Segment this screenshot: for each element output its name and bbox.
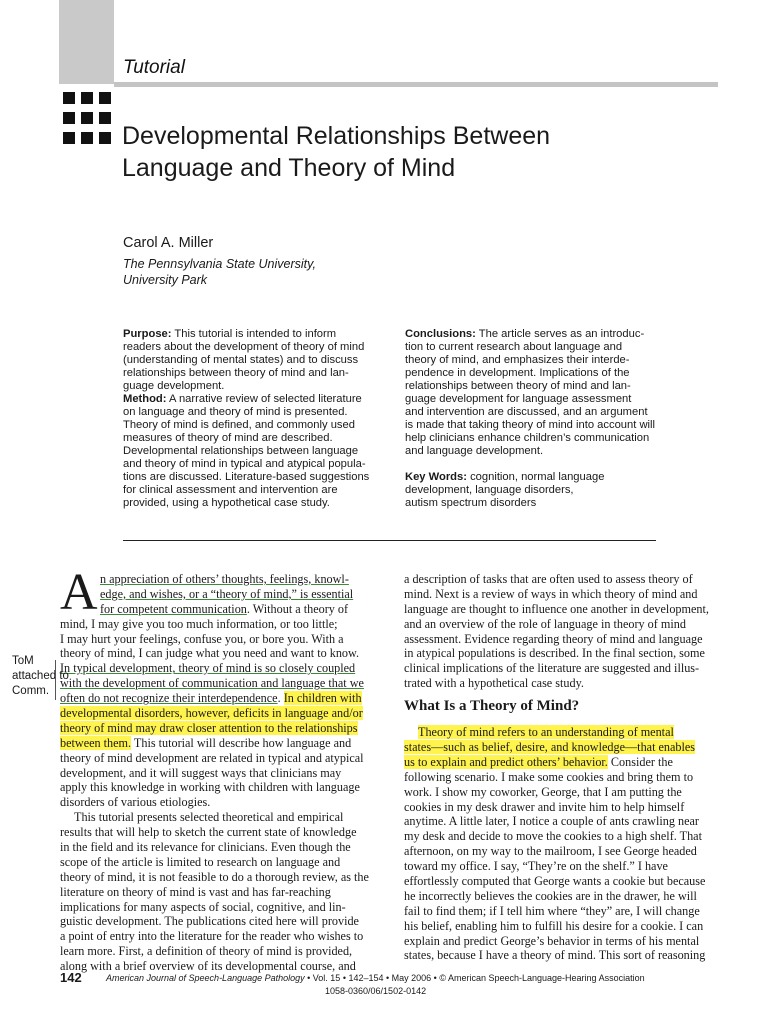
abstract-line: This tutorial is intended to inform: [174, 328, 337, 340]
abstract-line: relationships between theory of mind and lan-: [123, 367, 349, 379]
body-line: along with a brief overview of its developmental course, and: [60, 959, 356, 974]
header-rule: [114, 82, 718, 87]
abstract-line: tion to current research about language and: [405, 341, 623, 353]
body-line: fail to find them; if I tell him where “they” are, I will change: [404, 903, 700, 918]
grid-square: [81, 132, 93, 144]
body-line: a description of tasks that are often used to assess theory of: [404, 572, 693, 586]
grid-square: [81, 112, 93, 124]
abstract-line: for clinical assessment and intervention are: [123, 484, 338, 496]
journal-citation: [106, 973, 645, 983]
method-label: Method:: [123, 393, 167, 405]
title-line: Language and Theory of Mind: [122, 154, 456, 182]
body-line: clinical implications of the literature are suggested and illus-: [404, 661, 700, 676]
annotated-underline: In typical development, theory of mind is so closely coupled: [60, 661, 356, 676]
body-right-column: [404, 572, 720, 963]
body-line: following scenario. I make some cookies and bring them to: [404, 769, 694, 784]
abstract-left-column: [123, 328, 391, 510]
body-line: learn more. First, a definition of theory of mind is provided,: [60, 944, 353, 959]
drop-cap: A: [60, 564, 98, 621]
journal-name: American Journal of Speech-Language Pathology: [106, 973, 305, 983]
abstract-line: Developmental relationships between language: [123, 445, 359, 457]
keywords-label: Key Words:: [405, 471, 467, 483]
keywords-line: cognition, normal language: [470, 471, 605, 483]
body-line: in the field and its relevance for clinicians. Even though the: [60, 840, 351, 855]
body-line: he incorrectly believes the cookies are in the drawer, he will: [404, 888, 697, 903]
body-line: theory of mind, it is not feasible to do a thorough review, as the: [60, 869, 369, 884]
highlighted-text: Theory of mind refers to an understanding of mental: [418, 725, 674, 740]
body-line: theory of mind development are related in typical and atypical: [60, 750, 364, 765]
abstract-line: Theory of mind is defined, and commonly used: [123, 419, 355, 431]
body-line: results that will help to sketch the current state of knowledge: [60, 825, 357, 840]
body-line: assessment. Evidence regarding theory of mind and language: [404, 631, 703, 646]
abstract-line: help clinicians enhance children’s communication: [405, 432, 650, 444]
body-line: my desk and decide to move the cookies to a high shelf. That: [404, 829, 702, 844]
body-line: states, because I have a theory of mind. This sort of reasoning: [404, 948, 706, 963]
annotation-line: attached to: [12, 670, 69, 682]
abstract-line: guage development for language assessment: [405, 393, 632, 405]
annotated-underline: n appreciation of others’ thoughts, feelings, knowl-: [100, 572, 349, 586]
annotation-line: Comm.: [12, 685, 50, 697]
author-name: Carol A. Miller: [123, 235, 214, 251]
abstract-divider: [123, 540, 656, 541]
body-line: theory of mind, I can judge what you need and want to know.: [60, 646, 360, 661]
highlighted-text: states—such as belief, desire, and knowledge—that enables: [404, 740, 696, 755]
body-line: work. I show my coworker, George, that I am putting the: [404, 784, 682, 799]
abstract-line: and intervention are discussed, and an argument: [405, 406, 648, 418]
body-line: guistic development. The publications cited here will provide: [60, 914, 359, 929]
body-line: explain and predict George’s behavior in terms of his mental: [404, 933, 700, 948]
abstract-line: relationships between theory of mind and lan-: [405, 380, 631, 392]
body-line: trated with a hypothetical case study.: [404, 676, 584, 691]
decorative-square-grid: [59, 90, 117, 144]
body-line: I may hurt your feelings, confuse you, or bore you. With a: [60, 631, 344, 646]
annotation-connector: [55, 660, 66, 700]
body-line: apply this knowledge in working with children with language: [60, 780, 360, 795]
abstract-line: measures of theory of mind are described.: [123, 432, 333, 444]
annotated-underline: for competent communication: [100, 601, 247, 616]
author-affiliation: [123, 256, 316, 288]
body-line: cookies in my desk drawer and invite him to help himself: [404, 799, 685, 814]
grid-square: [63, 92, 75, 104]
affiliation-line: The Pennsylvania State University,: [123, 257, 316, 271]
annotation-line: ToM: [12, 655, 34, 667]
body-line: This tutorial presents selected theoretical and empirical: [74, 810, 344, 825]
body-text: . Without a theory of: [246, 601, 349, 616]
highlighted-text: In children with: [283, 691, 362, 706]
page-number: 142: [60, 970, 82, 985]
body-line: and an overview of the role of language in theory of mind: [404, 616, 686, 631]
body-line: a point of entry into the literature for the reader who wishes to: [60, 929, 364, 944]
body-text: .: [277, 691, 284, 706]
body-text: Consider the: [607, 754, 673, 769]
body-line: scope of the article is limited to research on language and: [60, 854, 341, 869]
abstract-line: readers about the development of theory of mind: [123, 341, 365, 353]
abstract-line: on language and theory of mind is presented.: [123, 406, 348, 418]
abstract-line: The article serves as an introduc-: [478, 328, 645, 340]
body-line: afternoon, on my way to the mailroom, I see George headed: [404, 844, 697, 859]
abstract-line: theory of mind, and emphasizes their interde-: [405, 354, 630, 366]
body-line: language are thought to influence one another in development,: [404, 601, 709, 616]
annotated-underline: edge, and wishes, or a “theory of mind,” is essential: [100, 586, 354, 601]
highlighted-text: theory of mind may draw closer attention to the relationships: [60, 720, 358, 735]
body-line: development, and it will suggest ways that clinicians may: [60, 765, 342, 780]
section-label: Tutorial: [123, 57, 185, 78]
purpose-label: Purpose:: [123, 328, 172, 340]
abstract-line: and language development.: [405, 445, 544, 457]
body-line: mind, I may give you too much information, or too little;: [60, 616, 338, 631]
abstract-line: guage development.: [123, 380, 225, 392]
conclusions-label: Conclusions:: [405, 328, 476, 340]
abstract-line: is made that taking theory of mind into account will: [405, 419, 655, 431]
body-line: literature on theory of mind is vast and has far-reaching: [60, 884, 331, 899]
abstract-right-column: [405, 328, 673, 510]
affiliation-line: University Park: [123, 273, 208, 287]
keywords-line: autism spectrum disorders: [405, 497, 537, 509]
header-gray-block: [59, 0, 114, 84]
abstract-line: (understanding of mental states) and to discuss: [123, 354, 359, 366]
grid-square: [63, 132, 75, 144]
article-title: [122, 120, 722, 184]
title-line: Developmental Relationships Between: [122, 122, 551, 150]
grid-square: [99, 92, 111, 104]
body-line: implications for many aspects of social, cognitive, and lin-: [60, 899, 346, 914]
abstract-line: provided, using a hypothetical case study.: [123, 497, 330, 509]
highlighted-text: developmental disorders, however, deficits in language and/or: [60, 706, 363, 721]
annotated-underline: often do not recognize their interdependence: [60, 691, 278, 706]
doi-text: 1058-0360/06/1502-0142: [325, 986, 427, 996]
body-line: toward my office. I say, “They’re on the shelf.” I have: [404, 859, 668, 874]
body-line: mind. Next is a review of ways in which theory of mind and: [404, 586, 698, 601]
body-line: anytime. A little later, I notice a couple of ants crawling near: [404, 814, 699, 829]
journal-info: • Vol. 15 • 142–154 • May 2006 • © American Speech-Language-Hearing Association: [304, 973, 645, 983]
highlighted-text: us to explain and predict others’ behavior.: [404, 754, 608, 769]
grid-square: [99, 132, 111, 144]
grid-square: [63, 112, 75, 124]
annotated-underline: with the development of communication and language that we: [60, 676, 364, 691]
abstract-line: pendence in development. Implications of the: [405, 367, 630, 379]
body-line: disorders of various etiologies.: [60, 795, 211, 810]
abstract-line: and theory of mind in typical and atypical popula-: [123, 458, 366, 470]
body-line: his belief, enabling him to fulfill his desire for a cookie. I can: [404, 918, 704, 933]
abstract-line: A narrative review of selected literature: [169, 393, 362, 405]
abstract-line: tions are discussed. Literature-based suggestions: [123, 471, 370, 483]
grid-square: [99, 112, 111, 124]
highlighted-text: between them.: [60, 735, 132, 750]
grid-square: [81, 92, 93, 104]
body-line: effortlessly computed that George wants a cookie but because: [404, 874, 706, 889]
body-line: in atypical populations is described. In the final section, some: [404, 646, 705, 661]
body-left-column: [60, 572, 376, 974]
section-heading: What Is a Theory of Mind?: [404, 698, 580, 715]
body-text: This tutorial will describe how language and: [131, 735, 352, 750]
keywords-line: development, language disorders,: [405, 484, 574, 496]
